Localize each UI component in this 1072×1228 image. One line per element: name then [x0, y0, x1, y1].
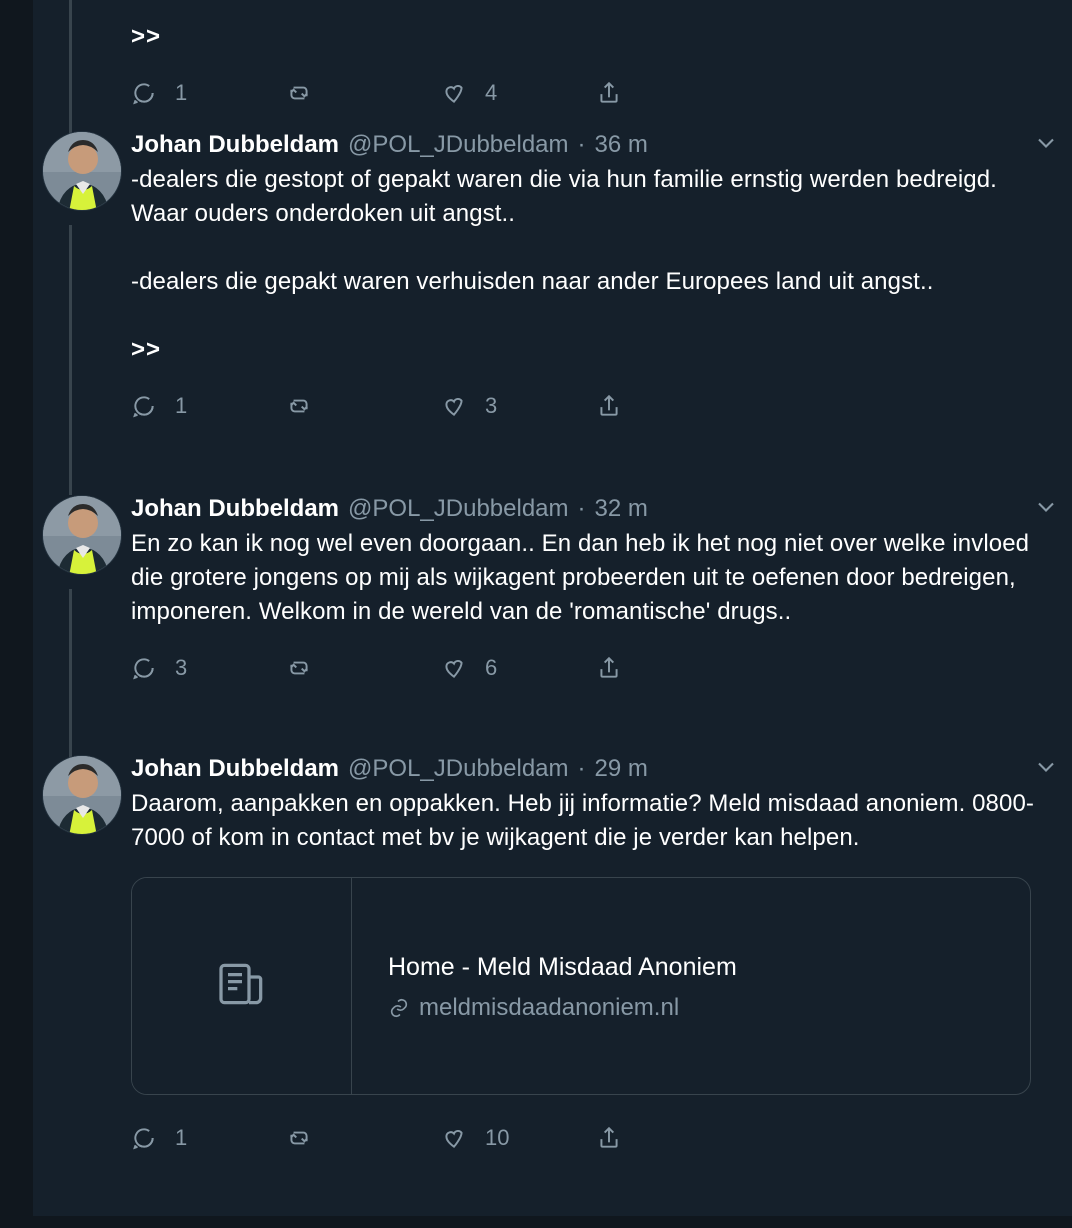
avatar[interactable] — [42, 131, 122, 211]
tweet-text — [131, 527, 1052, 629]
reply-action[interactable] — [131, 80, 286, 106]
tweet-text-line: -dealers die gestopt of gepakt waren die via hun familie ernstig werden bedreigd. Waar ouders onderdoken uit angst.. — [131, 166, 997, 227]
reply-icon — [131, 393, 157, 419]
tweet-32m[interactable] — [33, 489, 1072, 749]
share-action[interactable] — [596, 393, 751, 419]
bottom-strip — [0, 1216, 1072, 1228]
separator-dot: · — [577, 755, 586, 782]
like-action[interactable] — [441, 655, 596, 681]
tweet-text — [131, 20, 1052, 54]
retweet-icon — [286, 1125, 312, 1151]
author-name[interactable]: Johan Dubbeldam — [131, 755, 340, 782]
chevron-down-icon[interactable] — [1032, 129, 1060, 166]
retweet-action[interactable] — [286, 1125, 441, 1151]
tweet-text-line: En zo kan ik nog wel even doorgaan.. En dan heb ik het nog niet over welke invloed die grotere jongens op mij als wijkagent probeerden uit te oefenen door bedreigen, imponeren. Welkom in de wereld van de 'romantische' drugs.. — [131, 530, 1030, 625]
share-action[interactable] — [596, 655, 751, 681]
chevron-down-icon[interactable] — [1032, 753, 1060, 790]
heart-icon — [441, 655, 467, 681]
tweet-header — [131, 129, 1052, 161]
left-gutter — [0, 0, 33, 1228]
share-icon — [596, 655, 622, 681]
tweet-actions — [131, 379, 751, 433]
tweet-text — [131, 787, 1052, 855]
author-name[interactable]: Johan Dubbeldam — [131, 131, 340, 158]
share-action[interactable] — [596, 1125, 751, 1151]
tweet-actions — [131, 66, 751, 120]
reply-icon — [131, 655, 157, 681]
tweet-text-line: >> — [131, 23, 162, 50]
avatar[interactable] — [42, 495, 122, 575]
retweet-icon — [286, 80, 312, 106]
like-action[interactable] — [441, 1125, 596, 1151]
like-count: 6 — [485, 655, 498, 680]
reply-action[interactable] — [131, 1125, 286, 1151]
tweet-content — [131, 749, 1052, 1165]
heart-icon — [441, 80, 467, 106]
tweet-text-line: >> — [131, 336, 162, 363]
reply-icon — [131, 80, 157, 106]
avatar-column — [33, 749, 131, 835]
author-handle[interactable]: @POL_JDubbeldam — [348, 755, 569, 782]
retweet-action[interactable] — [286, 393, 441, 419]
tweet-actions — [131, 1111, 751, 1165]
share-action[interactable] — [596, 80, 751, 106]
tweet-content — [131, 125, 1052, 433]
heart-icon — [441, 1125, 467, 1151]
thread-column — [33, 0, 1072, 1228]
separator-dot: · — [577, 131, 586, 158]
card-domain-text: meldmisdaadanoniem.nl — [419, 994, 680, 1021]
thread-connector-line — [69, 0, 72, 135]
share-icon — [596, 80, 622, 106]
thread-connector-line — [69, 225, 72, 495]
link-preview-card[interactable] — [131, 877, 1031, 1095]
avatar-column — [33, 125, 131, 211]
thread-connector-line — [69, 589, 72, 759]
like-count: 3 — [485, 393, 498, 418]
heart-icon — [441, 393, 467, 419]
timestamp[interactable]: 32 m — [594, 495, 648, 522]
tweet-header — [131, 753, 1052, 785]
separator-dot: · — [577, 495, 586, 522]
reply-count: 1 — [175, 1125, 188, 1150]
avatar[interactable] — [42, 755, 122, 835]
author-handle[interactable]: @POL_JDubbeldam — [348, 495, 569, 522]
timestamp[interactable]: 29 m — [594, 755, 648, 782]
author-name[interactable]: Johan Dubbeldam — [131, 495, 340, 522]
tweet-partial-top[interactable] — [33, 0, 1072, 125]
share-icon — [596, 1125, 622, 1151]
reply-count: 3 — [175, 655, 188, 680]
retweet-icon — [286, 393, 312, 419]
card-domain — [388, 994, 1010, 1022]
tweet-text — [131, 163, 1052, 367]
tweet-29m[interactable] — [33, 749, 1072, 1165]
tweet-content — [131, 489, 1052, 695]
reply-icon — [131, 1125, 157, 1151]
like-action[interactable] — [441, 393, 596, 419]
tweet-actions — [131, 641, 751, 695]
card-thumbnail — [132, 878, 352, 1094]
tweet-header — [131, 493, 1052, 525]
like-count: 10 — [485, 1125, 510, 1150]
avatar-column — [33, 489, 131, 575]
reply-count: 1 — [175, 80, 188, 105]
reply-action[interactable] — [131, 655, 286, 681]
card-title: Home - Meld Misdaad Anoniem — [388, 953, 737, 981]
share-icon — [596, 393, 622, 419]
timestamp[interactable]: 36 m — [594, 131, 648, 158]
like-count: 4 — [485, 80, 498, 105]
like-action[interactable] — [441, 80, 596, 106]
tweet-text-line: -dealers die gepakt waren verhuisden naar ander Europees land uit angst.. — [131, 268, 934, 295]
tweet-36m[interactable] — [33, 125, 1072, 489]
retweet-icon — [286, 655, 312, 681]
tweet-text-line: Daarom, aanpakken en oppakken. Heb jij informatie? Meld misdaad anoniem. 0800-7000 of kom in contact met bv je wijkagent die je verder kan helpen. — [131, 790, 1034, 851]
chevron-down-icon[interactable] — [1032, 493, 1060, 530]
reply-action[interactable] — [131, 393, 286, 419]
avatar-column — [33, 0, 131, 6]
retweet-action[interactable] — [286, 80, 441, 106]
link-icon — [388, 997, 410, 1019]
card-body — [352, 878, 1030, 1094]
tweet-content — [131, 0, 1052, 120]
article-icon — [214, 956, 270, 1017]
retweet-action[interactable] — [286, 655, 441, 681]
author-handle[interactable]: @POL_JDubbeldam — [348, 131, 569, 158]
reply-count: 1 — [175, 393, 188, 418]
